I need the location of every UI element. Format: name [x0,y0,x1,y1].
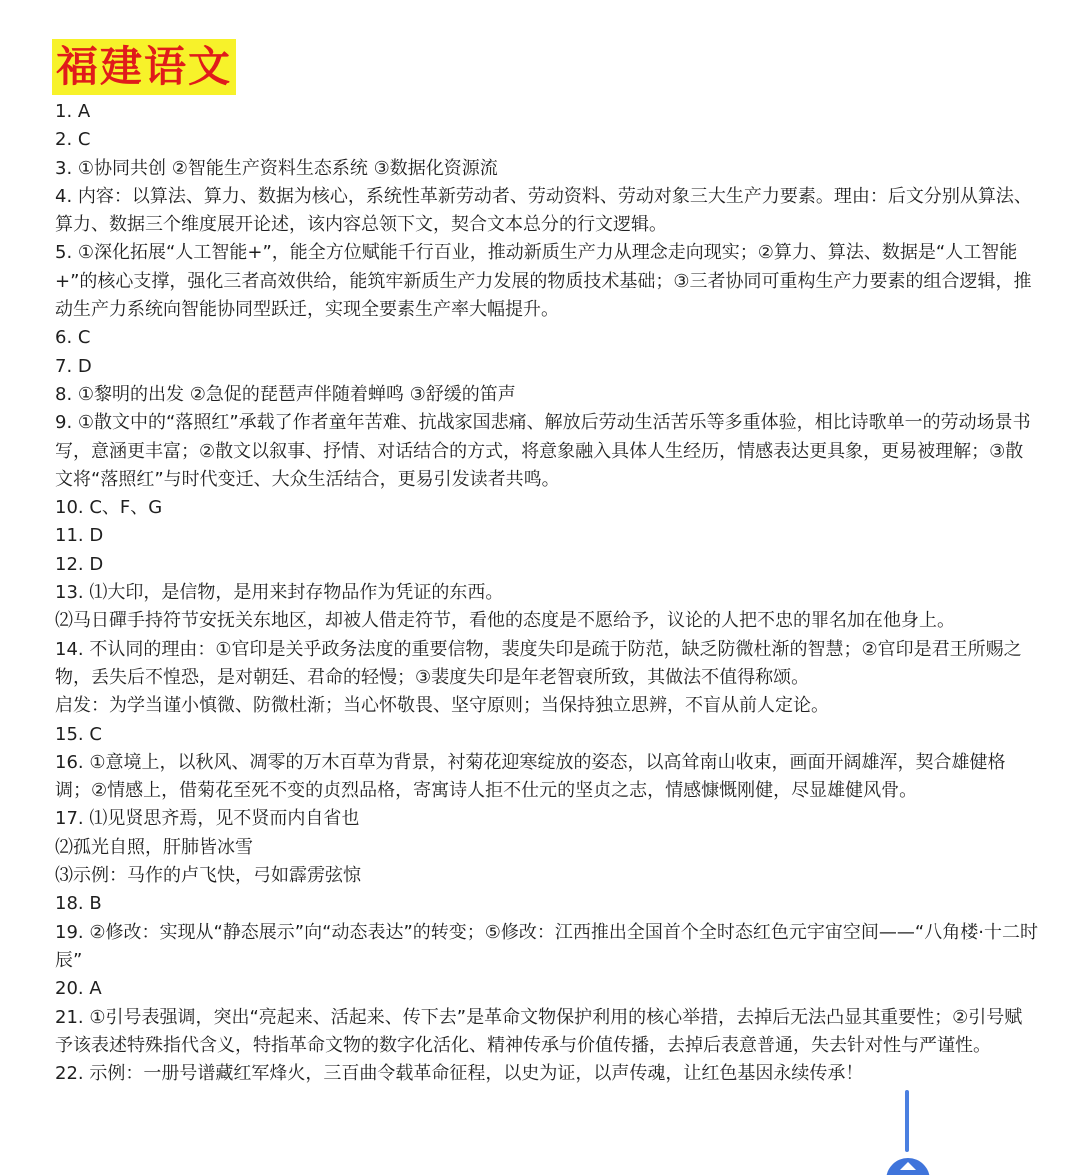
answer-line: 12. D [55,553,104,575]
answer-line: 15. C [55,723,102,745]
page-title: 福建语文 [56,42,233,91]
answer-line: 2. C [55,129,91,151]
answer-line: 9. ①散文中的“落照红”承载了作者童年苦难、抗战家国悲痛、解放后劳动生活苦乐等多重体验，相比诗歌单一的劳动场景书写，意涵更丰富；②散文以叙事、抒情、对话结合的方式，将意象融入具体人生经历，情感表达更具象，更易被理解；③散文将“落照红”与时代变迁、大众生活结合，更易引发读者共鸣。 [55,412,1031,490]
title-badge [52,39,236,95]
answer-line: 18. B [55,893,102,915]
answer-line: 20. A [55,978,102,1000]
answer-line: ⑵孤光自照，肝肺皆冰雪 [55,836,253,858]
answer-line: 5. ①深化拓展“人工智能+”，能全方位赋能千行百业，推动新质生产力从理念走向现实；②算力、算法、数据是“人工智能+”的核心支撑，强化三者高效供给，能筑牢新质生产力发展的物质技术基础；③三者协同可重构生产力要素的组合逻辑，推动生产力系统向智能协同型跃迁，实现全要素生产率大幅提升。 [55,242,1032,321]
answer-line: 10. C、F、G [55,497,163,519]
answer-line: 19. ②修改：实现从“静态展示”向“动态表达”的转变；⑤修改：江西推出全国首个全时态红色元宇宙空间——“八角楼·十二时辰” [55,921,1038,971]
answer-line: ⑶示例：马作的卢飞快，弓如霹雳弦惊 [55,865,361,887]
answer-list [55,98,1040,1088]
scroll-up-icon [900,1162,916,1170]
answer-line: 11. D [55,525,104,547]
answer-line: 16. ①意境上，以秋风、凋零的万木百草为背景，衬菊花迎寒绽放的姿态，以高耸南山收束，画面开阔雄浑，契合雄健格调；②情感上，借菊花至死不变的贞烈品格，寄寓诗人拒不仕元的坚贞之志，情感慷慨刚健，尽显雄健风骨。 [55,751,1006,802]
answer-line: 3. ①协同共创 ②智能生产资料生态系统 ③数据化资源流 [55,157,498,179]
answer-line: 启发：为学当谨小慎微、防微杜渐；当心怀敬畏、坚守原则；当保持独立思辨，不盲从前人定论。 [55,695,829,717]
answer-line: 14. 不认同的理由：①官印是关乎政务法度的重要信物，裴度失印是疏于防范，缺乏防微杜渐的智慧；②官印是君王所赐之物，丢失后不惶恐，是对朝廷、君命的轻慢；③裴度失印是年老智衰所致，其做法不值得称颂。 [55,638,1022,688]
answer-line: ⑵马日磾手持符节安抚关东地区，却被人借走符节，看他的态度是不愿给予，议论的人把不忠的罪名加在他身上。 [55,610,955,632]
answer-line: 6. C [55,327,91,349]
answer-line: 8. ①黎明的出发 ②急促的琵琶声伴随着蝉鸣 ③舒缓的笛声 [55,383,516,405]
answer-line: 21. ①引号表强调，突出“亮起来、活起来、传下去”是革命文物保护利用的核心举措，去掉后无法凸显其重要性；②引号赋予该表述特殊指代含义，特指革命文物的数字化活化、精神传承与价值传播，去掉后表意普通，失去针对性与严谨性。 [55,1006,1023,1056]
answer-line: 22. 示例：一册号谱藏红军烽火，三百曲令载革命征程，以史为证，以声传魂，让红色基因永续传承！ [55,1063,864,1085]
scroll-track[interactable] [905,1090,909,1152]
answer-line: 4. 内容：以算法、算力、数据为核心，系统性革新劳动者、劳动资料、劳动对象三大生产力要素。理由：后文分别从算法、算力、数据三个维度展开论述，该内容总领下文，契合文本总分的行文逻辑。 [55,185,1032,236]
answer-line: 1. A [55,101,91,122]
answer-line: 7. D [55,355,92,377]
answer-line: 13. ⑴大印，是信物，是用来封存物品作为凭证的东西。 [55,582,504,604]
answer-line: 17. ⑴见贤思齐焉，见不贤而内自省也 [55,808,360,830]
